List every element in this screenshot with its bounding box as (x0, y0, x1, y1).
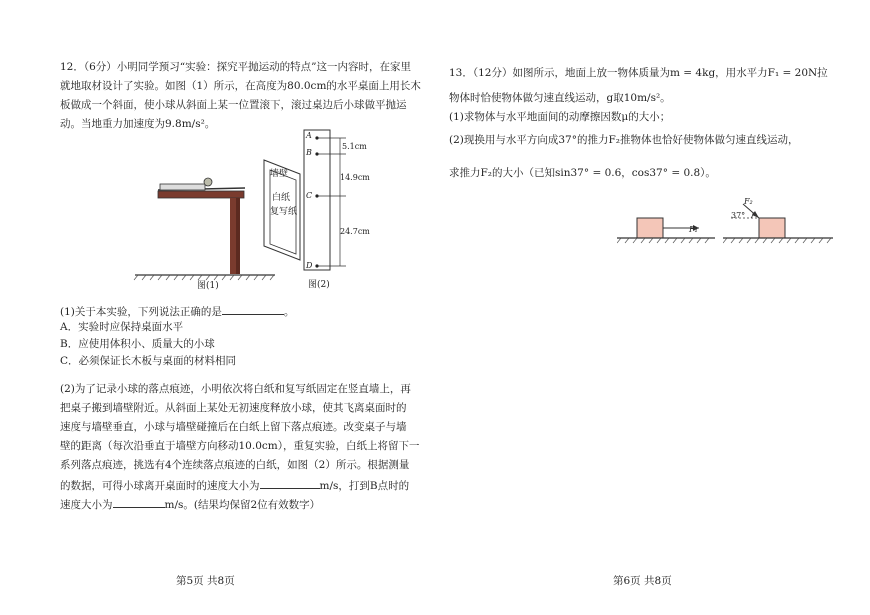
sub2-line7-b: m/s。(结果均保留2位有效数字） (164, 499, 321, 511)
q12-line-2: 就地取材设计了实验。如图（1）所示，在高度为80.0cm的水平桌面上用长木 (60, 80, 421, 92)
q13-line-3: (1)求物体与水平地面间的动摩擦因数μ的大小； (449, 111, 671, 123)
sub1-stem-text: (1)关于本实验，下列说法正确的是 (60, 306, 222, 318)
figure-2-label: 图(2) (308, 280, 330, 290)
answer-blank-3[interactable] (113, 498, 165, 508)
q12-sub2-line-7 (60, 498, 320, 511)
dim-cd-label: 24.7cm (340, 227, 370, 236)
point-a-label: A (306, 131, 312, 140)
right-page (435, 0, 870, 615)
point-d-label: D (306, 261, 313, 270)
point-c-label: C (306, 191, 313, 200)
right-page-footer: 第6页 共8页 (613, 575, 672, 587)
q12-line-3: 板做成一个斜面，使小球从斜面上某一位置滚下，滚过桌边后小球做平抛运 (60, 99, 407, 111)
paper-text-1: 白纸 (272, 193, 291, 203)
angle-label: 37° (731, 211, 746, 220)
q12-sub2-line-3: 速度与墙壁垂直，小球与墙壁碰撞后在白纸上留下落点痕迹。改变桌子与墙 (60, 421, 407, 433)
q12-sub2-line-2: 把桌子搬到墙壁附近。从斜面上某处无初速度释放小球，使其飞离桌面时的 (60, 402, 407, 414)
point-b-label: B (306, 148, 312, 157)
dim-ab-label: 5.1cm (342, 142, 367, 151)
figure-angled-force (723, 197, 835, 250)
left-page-footer: 第5页 共8页 (176, 575, 235, 587)
q12-line-4: 动。当地重力加速度为9.8m/s²。 (60, 118, 216, 130)
figure-horizontal-force (617, 212, 717, 250)
f2-label: F₂ (744, 197, 753, 206)
q13-line-1: 13．（12分）如图所示，地面上放一物体质量为m = 4kg，用水平力F₁ = 20N拉 (449, 67, 828, 79)
answer-blank-2[interactable] (260, 479, 320, 489)
q12-sub2-line-6 (60, 479, 409, 492)
q13-line-2: 物体时恰使物体做匀速直线运动，g取10m/s²。 (449, 92, 671, 104)
answer-blank-1[interactable] (222, 305, 284, 315)
q12-option-a: A．实验时应保持桌面水平 (60, 321, 184, 333)
paper-text-2: 复写纸 (270, 207, 298, 217)
q12-option-c: C．必须保证长木板与桌面的材料相同 (60, 355, 237, 367)
q13-line-5: 求推力F₂的大小（已知sin37° = 0.6，cos37° = 0.8）。 (449, 167, 716, 179)
figure-1-label: 图(1) (197, 281, 219, 291)
sub2-line6-b: m/s，打到B点时的 (319, 480, 410, 492)
q12-sub2-line-4: 壁的距离（每次沿垂直于墙壁方向移动10.0cm），重复实验，白纸上将留下一 (60, 440, 420, 452)
q12-sub2-line-1: (2)为了记录小球的落点痕迹，小明依次将白纸和复写纸固定在竖直墙上，再 (60, 383, 411, 395)
f1-label: F₁ (689, 225, 698, 234)
q12-line-1: 12．（6分）小明同学预习“实验：探究平抛运动的特点”这一内容时，在家里 (60, 61, 412, 73)
sub1-stem-end: 。 (283, 306, 295, 318)
sub2-line7-a: 速度大小为 (60, 499, 113, 511)
dim-bc-label: 14.9cm (340, 173, 370, 182)
sub2-line6-a: 的数据，可得小球离开桌面时的速度大小为 (60, 480, 260, 492)
wall-text: 墙壁 (270, 169, 289, 179)
q12-sub2-line-5: 系列落点痕迹，挑选有4个连续落点痕迹的白纸，如图（2）所示。根据测量 (60, 459, 410, 471)
q12-sub1-stem (60, 305, 294, 318)
q12-option-b: B．应使用体积小、质量大的小球 (60, 338, 215, 350)
q13-line-4: (2)现换用与水平方向成37°的推力F₂推物体也恰好使物体做匀速直线运动， (449, 134, 799, 146)
